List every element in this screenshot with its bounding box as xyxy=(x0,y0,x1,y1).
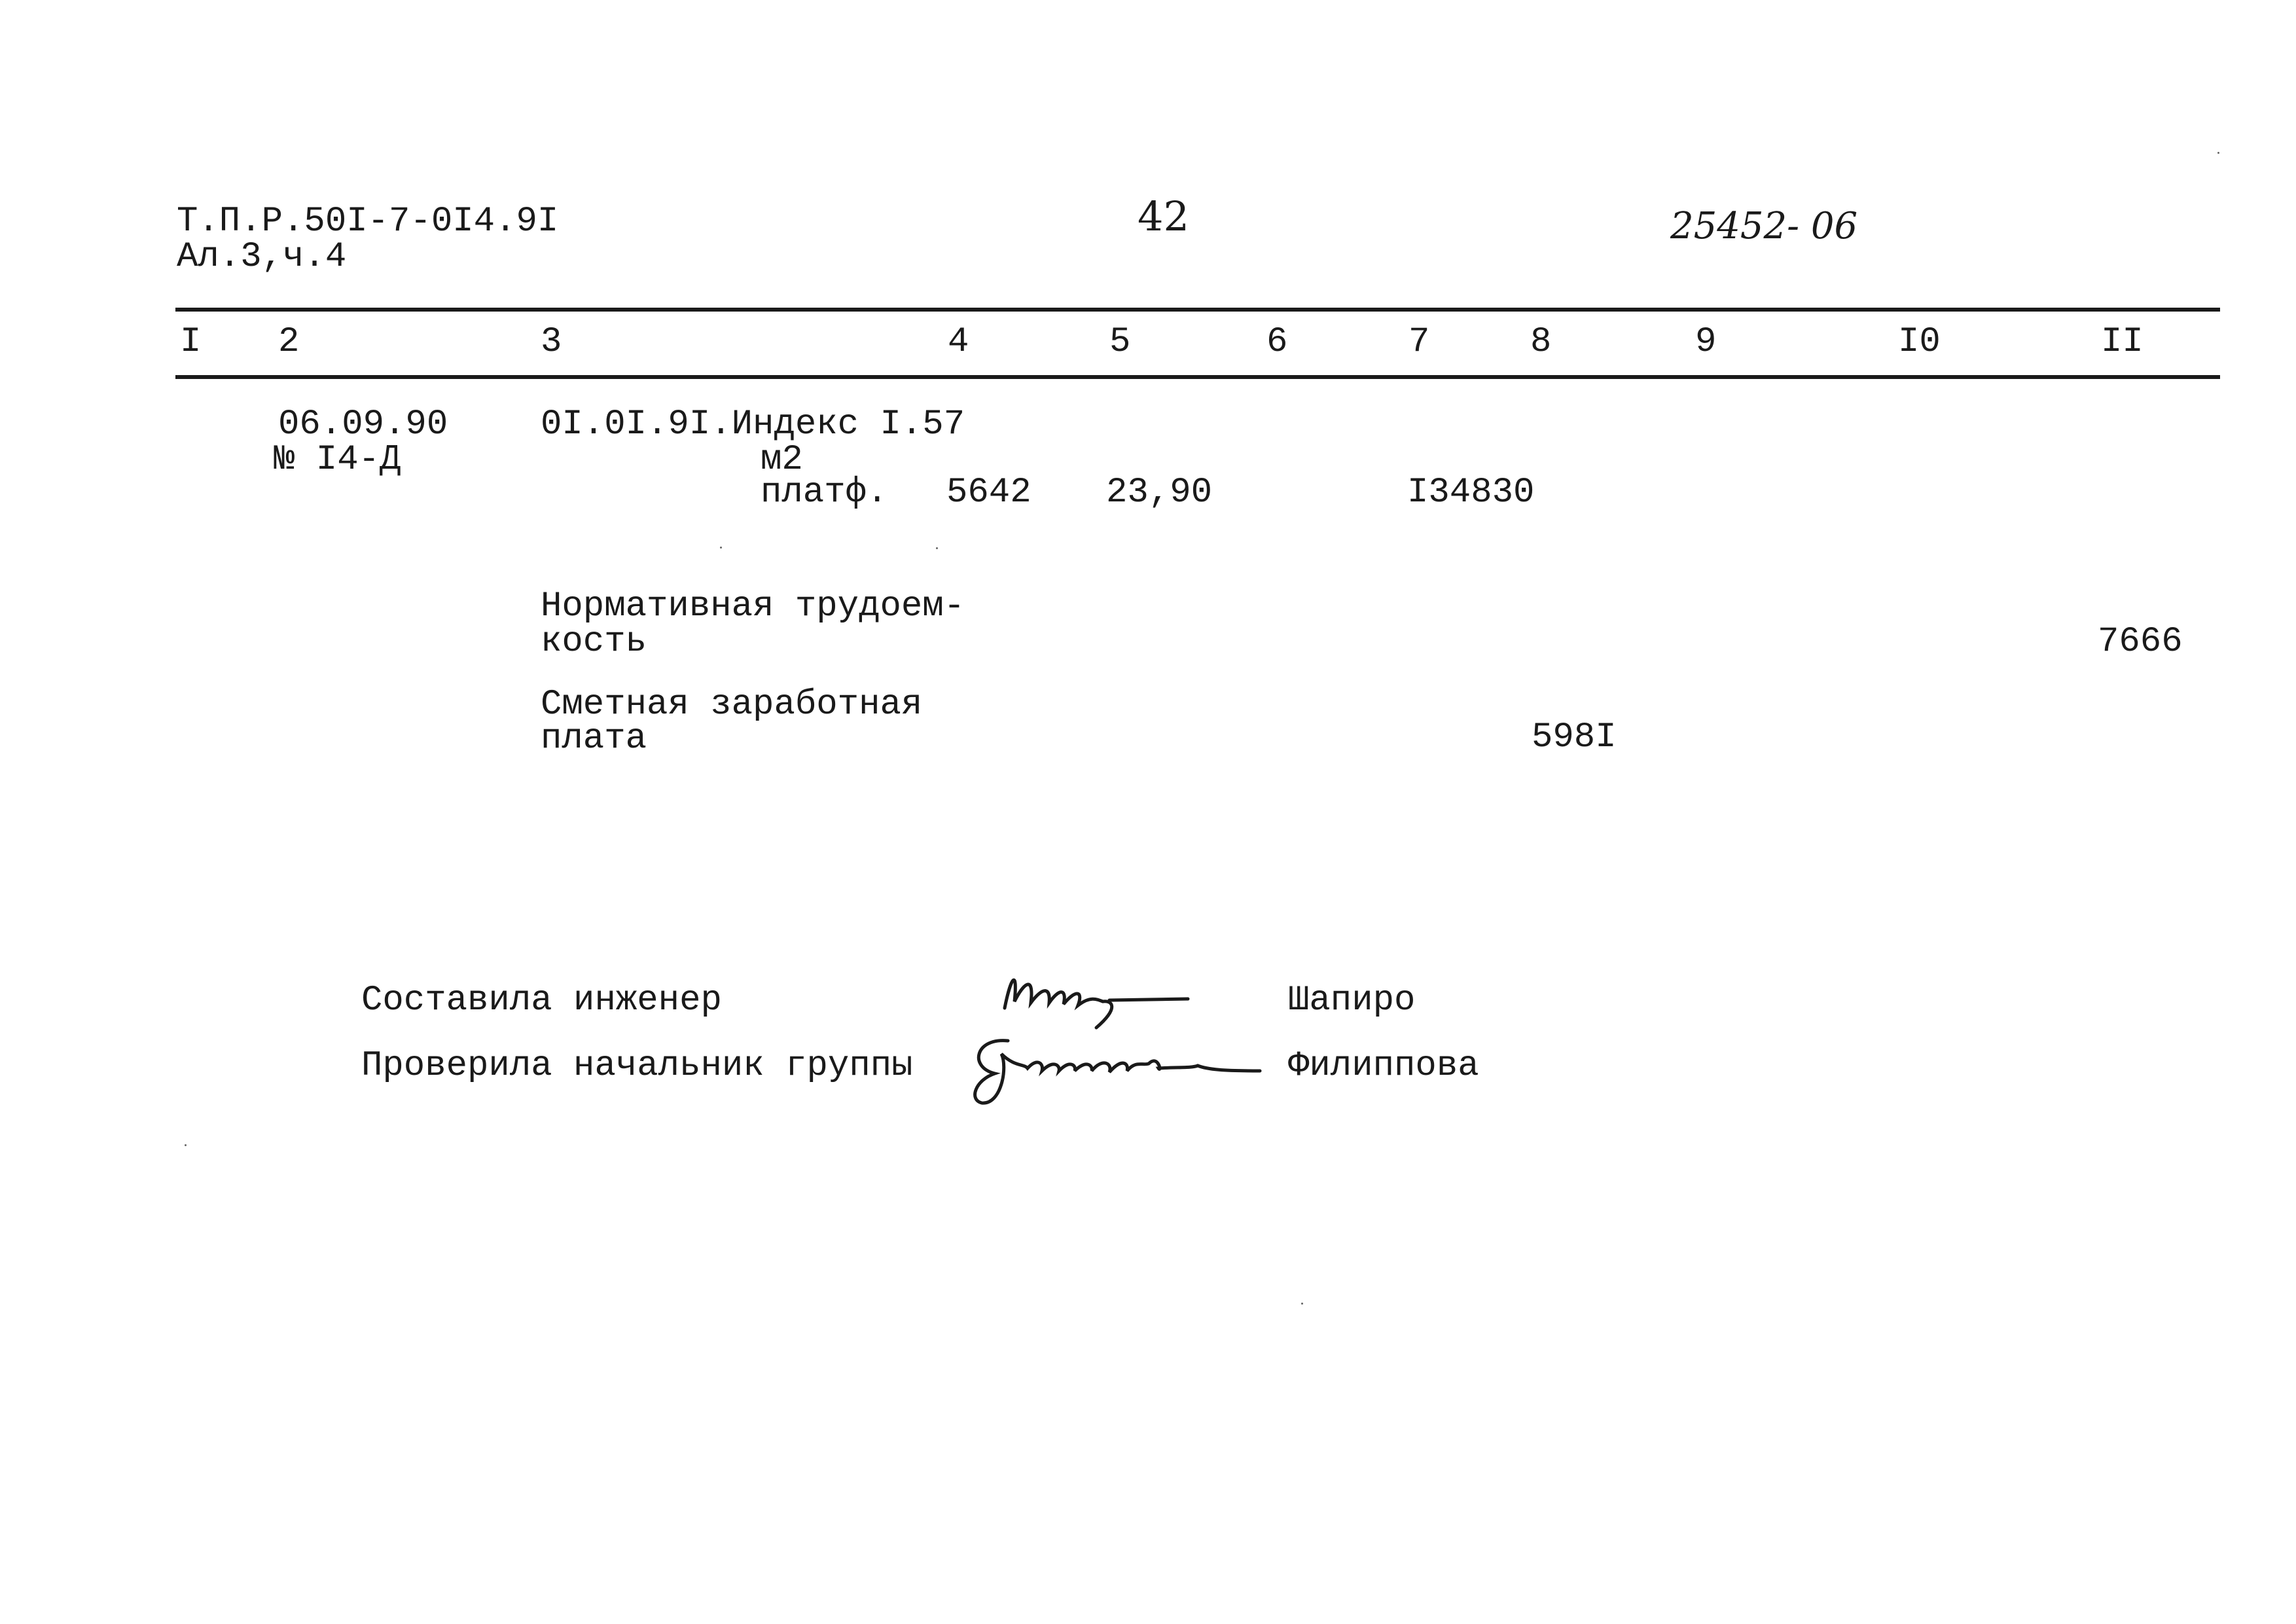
entry-unit-line1: м2 xyxy=(761,440,803,480)
compiled-by-name: Шапиро xyxy=(1288,981,1416,1020)
scan-speck xyxy=(2217,152,2219,154)
scan-speck xyxy=(185,1144,187,1146)
table-top-rule xyxy=(175,308,2220,312)
entry-date: 06.09.90 xyxy=(278,405,448,444)
column-number-7: 7 xyxy=(1408,322,1430,362)
compiled-by-label: Составила инженер xyxy=(361,981,722,1020)
entry-index-line: 0I.0I.9I.Индекс I.57 xyxy=(541,405,965,444)
column-number-8: 8 xyxy=(1530,322,1552,362)
column-number-6: 6 xyxy=(1266,322,1288,362)
entry-doc-number: № I4-Д xyxy=(274,440,401,480)
scan-speck xyxy=(1301,1303,1303,1305)
column-number-4: 4 xyxy=(948,322,969,362)
entry-total-cost: I34830 xyxy=(1407,473,1535,513)
wages-value: 598I xyxy=(1532,717,1617,757)
page-number: 42 xyxy=(1138,192,1189,240)
column-number-3: 3 xyxy=(541,322,562,362)
inventory-number: 25452- 06 xyxy=(1670,205,1858,247)
column-number-5: 5 xyxy=(1109,322,1131,362)
column-number-10: I0 xyxy=(1898,322,1941,362)
checked-by-label: Проверила начальник группы xyxy=(361,1046,913,1086)
wages-label-line1: Сметная заработная xyxy=(541,685,923,725)
entry-unit-price: 23,90 xyxy=(1106,473,1213,513)
checked-by-signature xyxy=(962,1028,1263,1106)
labor-value: 7666 xyxy=(2098,622,2183,662)
document-part: Ал.3,ч.4 xyxy=(177,237,347,277)
wages-label-line2: плата xyxy=(541,719,647,759)
labor-label-line1: Нормативная трудоем- xyxy=(541,586,965,626)
column-number-2: 2 xyxy=(278,322,300,362)
compiled-by-signature xyxy=(998,962,1194,1034)
entry-quantity: 5642 xyxy=(946,473,1031,513)
table-header-bottom-rule xyxy=(175,375,2220,379)
scan-speck xyxy=(720,547,722,549)
entry-unit-line2: платф. xyxy=(761,473,888,513)
column-number-1: I xyxy=(180,322,202,362)
document-code: Т.П.Р.50I-7-0I4.9I xyxy=(177,202,559,242)
checked-by-name: Филиппова xyxy=(1288,1046,1479,1086)
column-number-9: 9 xyxy=(1695,322,1717,362)
labor-label-line2: кость xyxy=(541,622,647,662)
column-number-11: II xyxy=(2101,322,2144,362)
scan-speck xyxy=(936,547,938,549)
